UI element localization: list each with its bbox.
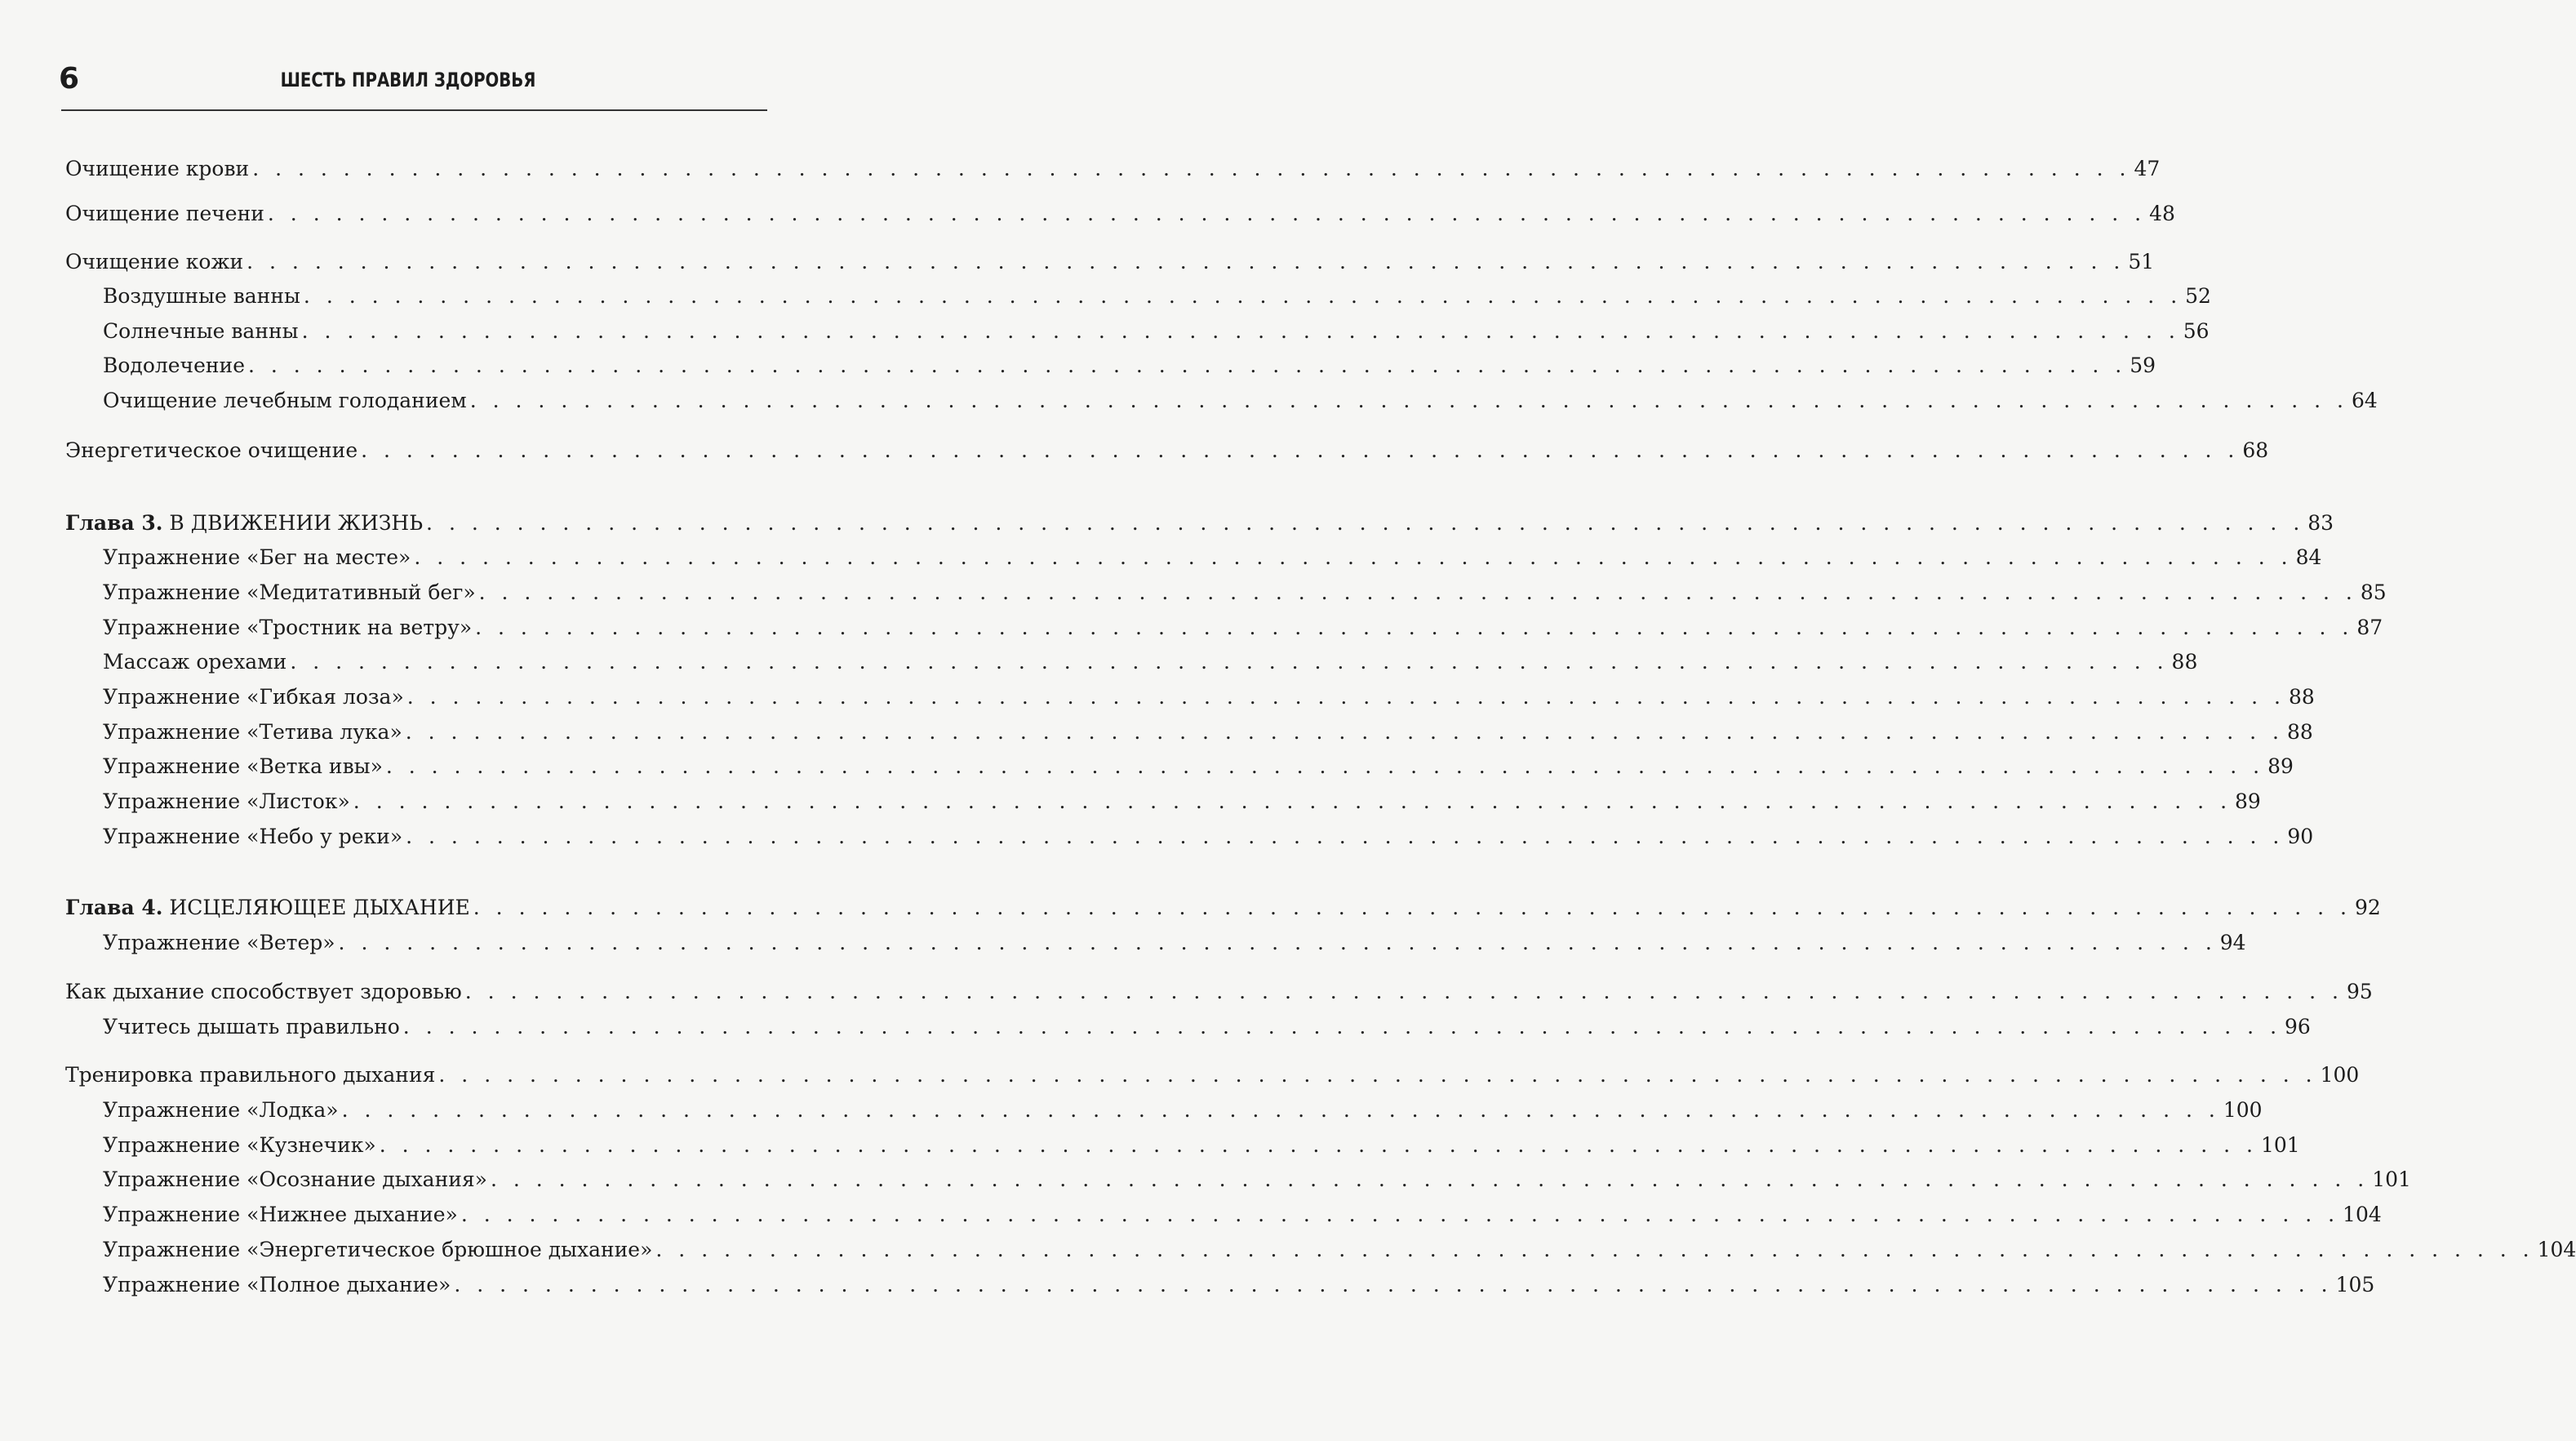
toc-entry-title: Упражнение «Тростник на ветру» [103,616,473,639]
toc-entry[interactable] [65,200,2175,228]
toc-entry-title: Солнечные ванны [103,319,299,343]
toc-entry[interactable] [103,1271,2375,1299]
toc-entry-title: Упражнение «Тетива лука» [103,720,402,744]
toc-leader: . . . . . . . . . . . . . . . . . . . . . . . . . . . . . . . . . . . . . . . . . . . . . . . . . . . . . . . . . . . . . . . . . . . . . . . . . . . . . . . . . . . [290,650,2169,674]
toc-entry-title: Упражнение «Листок» [103,789,350,813]
toc-entry-title [65,509,423,537]
toc-leader: . . . . . . . . . . . . . . . . . . . . . . . . . . . . . . . . . . . . . . . . . . . . . . . . . . . . . . . . . . . . . . . . . . . . . . . . . . . . . . . . . . . [405,720,2284,744]
toc-entry-title: Энергетическое очищение [65,438,358,462]
toc-entry[interactable] [103,282,2211,310]
toc-page-number: 51 [2128,250,2155,274]
toc-page-number: 88 [2171,650,2198,674]
running-title: ШЕСТЬ ПРАВИЛ ЗДОРОВЬЯ [280,69,536,91]
toc-entry[interactable] [103,718,2313,746]
toc-entry[interactable] [103,579,2387,607]
toc-page-number: 89 [2235,789,2261,813]
toc-entry-title: Упражнение «Медитативный бег» [103,580,476,604]
toc-entry-title: Учитесь дышать правильно [103,1015,400,1038]
toc-page-number: 105 [2335,1273,2375,1296]
toc-leader: . . . . . . . . . . . . . . . . . . . . . . . . . . . . . . . . . . . . . . . . . . . . . . . . . . . . . . . . . . . . . . . . . . . . . . . . . . . . . . . . . . . [246,250,2125,274]
toc-leader: . . . . . . . . . . . . . . . . . . . . . . . . . . . . . . . . . . . . . . . . . . . . . . . . . . . . . . . . . . . . . . . . . . . . . . . . . . . . . . . . . . . [406,825,2285,848]
toc-entry-title: Упражнение «Энергетическое брюшное дыхание» [103,1238,653,1261]
toc-page-number: 100 [2223,1098,2263,1122]
toc-page-number: 96 [2285,1015,2311,1038]
toc-page-number: 95 [2347,980,2373,1003]
chapter-title: В ДВИЖЕНИИ ЖИЗНЬ [169,511,424,535]
toc-entry[interactable] [103,1096,2263,1124]
toc-entry[interactable] [103,823,2314,851]
toc-page-number: 64 [2351,389,2378,412]
toc-page-number: 100 [2320,1063,2360,1087]
toc-entry-title: Упражнение «Ветер» [103,931,335,954]
toc-leader: . . . . . . . . . . . . . . . . . . . . . . . . . . . . . . . . . . . . . . . . . . . . . . . . . . . . . . . . . . . . . . . . . . . . . . . . . . . . . . . . . . . [469,389,2348,412]
toc-page-number: 48 [2149,202,2175,225]
toc-entry-title: Упражнение «Лодка» [103,1098,339,1122]
toc-page-number: 85 [2360,580,2387,604]
toc-leader: . . . . . . . . . . . . . . . . . . . . . . . . . . . . . . . . . . . . . . . . . . . . . . . . . . . . . . . . . . . . . . . . . . . . . . . . . . . . . . . . . . . [361,438,2240,462]
toc-entry[interactable] [103,352,2156,380]
toc-entry-title: Как дыхание способствует здоровью [65,980,462,1003]
page-number: 6 [59,62,80,96]
toc-entry[interactable] [103,788,2261,816]
toc-entry-title: Очищение лечебным голоданием [103,389,467,412]
toc-leader: . . . . . . . . . . . . . . . . . . . . . . . . . . . . . . . . . . . . . . . . . . . . . . . . . . . . . . . . . . . . . . . . . . . . . . . . . . . . . . . . . . . [267,202,2147,225]
toc-page-number: 56 [2183,319,2210,343]
toc-entry-title: Очищение печени [65,202,264,225]
toc-page-number: 88 [2288,685,2315,709]
toc-entry[interactable] [103,1013,2311,1041]
toc-entry-title [65,894,470,922]
toc-leader: . . . . . . . . . . . . . . . . . . . . . . . . . . . . . . . . . . . . . . . . . . . . . . . . . . . . . . . . . . . . . . . . . . . . . . . . . . . . . . . . . . . [414,545,2293,569]
toc-page-number: 104 [2343,1203,2382,1226]
toc-page-number: 90 [2287,825,2314,848]
toc-entry[interactable] [103,1201,2382,1229]
toc-entry-title: Упражнение «Кузнечик» [103,1133,376,1157]
toc-page-number: 87 [2356,616,2383,639]
toc-leader: . . . . . . . . . . . . . . . . . . . . . . . . . . . . . . . . . . . . . . . . . . . . . . . . . . . . . . . . . . . . . . . . . . . . . . . . . . . . . . . . . . . [655,1238,2534,1261]
toc-leader: . . . . . . . . . . . . . . . . . . . . . . . . . . . . . . . . . . . . . . . . . . . . . . . . . . . . . . . . . . . . . . . . . . . . . . . . . . . . . . . . . . . [478,580,2357,604]
toc-page-number: 59 [2130,354,2156,377]
toc-leader: . . . . . . . . . . . . . . . . . . . . . . . . . . . . . . . . . . . . . . . . . . . . . . . . . . . . . . . . . . . . . . . . . . . . . . . . . . . . . . . . . . . [490,1167,2369,1191]
toc-page-number: 84 [2295,545,2322,569]
toc-entry[interactable] [103,387,2378,415]
toc-entry[interactable] [103,614,2383,642]
toc-chapter-entry[interactable] [65,894,2381,922]
toc-leader: . . . . . . . . . . . . . . . . . . . . . . . . . . . . . . . . . . . . . . . . . . . . . . . . . . . . . . . . . . . . . . . . . . . . . . . . . . . . . . . . . . . [353,789,2232,813]
chapter-title: ИСЦЕЛЯЮЩЕЕ ДЫХАНИЕ [169,896,470,919]
toc-entry[interactable] [103,1132,2300,1159]
toc-leader: . . . . . . . . . . . . . . . . . . . . . . . . . . . . . . . . . . . . . . . . . . . . . . . . . . . . . . . . . . . . . . . . . . . . . . . . . . . . . . . . . . . [454,1273,2333,1296]
toc-entry-title: Массаж орехами [103,650,287,674]
toc-page-number: 89 [2267,754,2294,778]
toc-entry[interactable] [103,683,2315,711]
chapter-label: Глава 3. [65,511,163,535]
toc-leader: . . . . . . . . . . . . . . . . . . . . . . . . . . . . . . . . . . . . . . . . . . . . . . . . . . . . . . . . . . . . . . . . . . . . . . . . . . . . . . . . . . . [426,511,2305,535]
toc-leader: . . . . . . . . . . . . . . . . . . . . . . . . . . . . . . . . . . . . . . . . . . . . . . . . . . . . . . . . . . . . . . . . . . . . . . . . . . . . . . . . . . . [475,616,2354,639]
toc-entry-title: Тренировка правильного дыхания [65,1063,436,1087]
toc-entry[interactable] [103,318,2210,345]
toc-page-number: 83 [2307,511,2334,535]
toc-entry-title: Упражнение «Ветка ивы» [103,754,383,778]
toc-leader: . . . . . . . . . . . . . . . . . . . . . . . . . . . . . . . . . . . . . . . . . . . . . . . . . . . . . . . . . . . . . . . . . . . . . . . . . . . . . . . . . . . [464,980,2343,1003]
toc-entry[interactable] [103,1236,2576,1264]
toc-page-number: 68 [2242,438,2269,462]
toc-leader: . . . . . . . . . . . . . . . . . . . . . . . . . . . . . . . . . . . . . . . . . . . . . . . . . . . . . . . . . . . . . . . . . . . . . . . . . . . . . . . . . . . [438,1063,2317,1087]
toc-page-number: 92 [2355,896,2381,919]
toc-entry-title: Упражнение «Гибкая лоза» [103,685,404,709]
toc-page-number: 47 [2134,157,2161,180]
toc-leader: . . . . . . . . . . . . . . . . . . . . . . . . . . . . . . . . . . . . . . . . . . . . . . . . . . . . . . . . . . . . . . . . . . . . . . . . . . . . . . . . . . . [473,896,2352,919]
toc-entry-title: Упражнение «Нижнее дыхание» [103,1203,458,1226]
toc-page-number: 101 [2260,1133,2300,1157]
toc-leader: . . . . . . . . . . . . . . . . . . . . . . . . . . . . . . . . . . . . . . . . . . . . . . . . . . . . . . . . . . . . . . . . . . . . . . . . . . . . . . . . . . . [248,354,2127,377]
toc-entry[interactable] [65,248,2155,276]
toc-entry[interactable] [65,978,2373,1006]
toc-leader: . . . . . . . . . . . . . . . . . . . . . . . . . . . . . . . . . . . . . . . . . . . . . . . . . . . . . . . . . . . . . . . . . . . . . . . . . . . . . . . . . . . [301,319,2180,343]
toc-entry[interactable] [65,437,2269,465]
toc-entry-title: Очищение крови [65,157,250,180]
toc-entry-title: Водолечение [103,354,245,377]
toc-leader: . . . . . . . . . . . . . . . . . . . . . . . . . . . . . . . . . . . . . . . . . . . . . . . . . . . . . . . . . . . . . . . . . . . . . . . . . . . . . . . . . . . [402,1015,2282,1038]
toc-leader: . . . . . . . . . . . . . . . . . . . . . . . . . . . . . . . . . . . . . . . . . . . . . . . . . . . . . . . . . . . . . . . . . . . . . . . . . . . . . . . . . . . [406,685,2285,709]
toc-leader: . . . . . . . . . . . . . . . . . . . . . . . . . . . . . . . . . . . . . . . . . . . . . . . . . . . . . . . . . . . . . . . . . . . . . . . . . . . . . . . . . . . [252,157,2131,180]
toc-entry[interactable] [103,1166,2411,1194]
toc-page-number: 52 [2185,284,2211,308]
toc-entry-title: Упражнение «Бег на месте» [103,545,411,569]
toc-chapter-entry[interactable] [65,509,2334,537]
toc-entry[interactable] [65,155,2161,183]
toc-page-number: 88 [2286,720,2313,744]
toc-entry-title: Упражнение «Осознание дыхания» [103,1167,487,1191]
toc-leader: . . . . . . . . . . . . . . . . . . . . . . . . . . . . . . . . . . . . . . . . . . . . . . . . . . . . . . . . . . . . . . . . . . . . . . . . . . . . . . . . . . . [379,1133,2258,1157]
toc-entry-title: Упражнение «Полное дыхание» [103,1273,451,1296]
chapter-label: Глава 4. [65,896,163,919]
toc-entry[interactable] [103,648,2198,676]
toc-page-number: 104 [2537,1238,2576,1261]
toc-leader: . . . . . . . . . . . . . . . . . . . . . . . . . . . . . . . . . . . . . . . . . . . . . . . . . . . . . . . . . . . . . . . . . . . . . . . . . . . . . . . . . . . [338,931,2217,954]
toc-entry[interactable] [103,929,2246,957]
toc-entry[interactable] [65,1061,2360,1089]
toc-entry[interactable] [103,753,2294,781]
toc-leader: . . . . . . . . . . . . . . . . . . . . . . . . . . . . . . . . . . . . . . . . . . . . . . . . . . . . . . . . . . . . . . . . . . . . . . . . . . . . . . . . . . . [385,754,2265,778]
toc-page-number: 101 [2372,1167,2411,1191]
toc-leader: . . . . . . . . . . . . . . . . . . . . . . . . . . . . . . . . . . . . . . . . . . . . . . . . . . . . . . . . . . . . . . . . . . . . . . . . . . . . . . . . . . . [460,1203,2340,1226]
toc-page-number: 94 [2219,931,2246,954]
toc-entry-title: Воздушные ванны [103,284,300,308]
toc-entry-title: Очищение кожи [65,250,244,274]
toc-leader: . . . . . . . . . . . . . . . . . . . . . . . . . . . . . . . . . . . . . . . . . . . . . . . . . . . . . . . . . . . . . . . . . . . . . . . . . . . . . . . . . . . [303,284,2183,308]
toc-entry-title: Упражнение «Небо у реки» [103,825,403,848]
toc-entry[interactable] [103,544,2322,572]
toc-leader: . . . . . . . . . . . . . . . . . . . . . . . . . . . . . . . . . . . . . . . . . . . . . . . . . . . . . . . . . . . . . . . . . . . . . . . . . . . . . . . . . . . [341,1098,2220,1122]
